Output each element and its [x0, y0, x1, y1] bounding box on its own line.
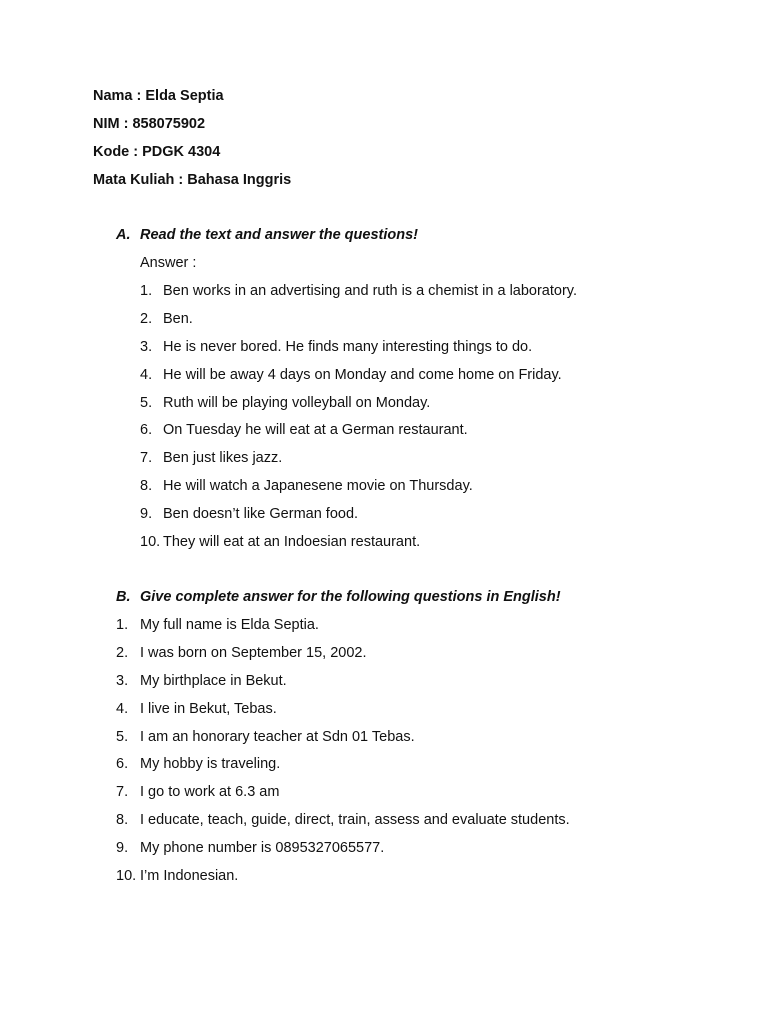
list-item [0, 504, 768, 532]
list-item-text: Ben doesn’t like German food. [163, 506, 359, 523]
list-item-text: My hobby is traveling. [140, 756, 281, 773]
list-item-number: 6. [116, 756, 129, 773]
list-item-number: 4. [140, 366, 153, 383]
list-item [0, 281, 768, 309]
list-item [0, 309, 768, 337]
list-item [0, 420, 768, 448]
list-item-text: My full name is Elda Septia. [140, 617, 319, 633]
list-item-text: He is never bored. He finds many interesting things to do. [163, 338, 533, 355]
list-item [0, 699, 768, 727]
list-item-number: 10. [140, 534, 161, 551]
list-item-text: Ben works in an advertising and ruth is a chemist in a laboratory. [163, 283, 577, 299]
section-a-letter: A. [116, 227, 131, 243]
list-item-number: 1. [140, 283, 153, 299]
list-item-number: 9. [116, 840, 129, 857]
course-name: Mata Kuliah : Bahasa Inggris [93, 172, 292, 188]
list-item-number: 9. [140, 506, 153, 523]
list-item-number: 8. [116, 812, 129, 829]
list-item-number: 3. [140, 338, 153, 355]
list-item [0, 810, 768, 838]
section-b-heading [0, 587, 768, 615]
list-item-number: 2. [116, 644, 129, 661]
list-item-text: Ben. [163, 310, 193, 327]
list-item [0, 476, 768, 504]
list-item-text: I am an honorary teacher at Sdn 01 Tebas. [140, 728, 415, 745]
list-item [0, 615, 768, 643]
list-item [0, 782, 768, 810]
list-item-text: On Tuesday he will eat at a German restaurant. [163, 422, 468, 439]
section-b-letter: B. [116, 589, 131, 605]
list-item [0, 532, 768, 560]
list-item-text: My birthplace in Bekut. [140, 672, 287, 689]
list-item-text: I was born on September 15, 2002. [140, 644, 367, 661]
list-item [0, 754, 768, 782]
list-item-text: Ben just likes jazz. [163, 450, 283, 467]
list-item [0, 365, 768, 393]
list-item [0, 337, 768, 365]
section-a [0, 225, 768, 560]
section-a-list [0, 281, 768, 560]
list-item-text: I educate, teach, guide, direct, train, assess and evaluate students. [140, 812, 570, 829]
section-b-title: Give complete answer for the following questions in English! [140, 589, 561, 605]
section-b-list [0, 615, 768, 894]
section-b [0, 587, 768, 894]
list-item [0, 393, 768, 421]
list-item-text: He will watch a Japanesene movie on Thursday. [163, 478, 473, 495]
list-item-number: 4. [116, 700, 129, 717]
list-item-text: My phone number is 0895327065577. [140, 840, 385, 857]
list-item [0, 643, 768, 671]
list-item-text: I live in Bekut, Tebas. [140, 700, 277, 717]
list-item-text: I’m Indonesian. [140, 868, 239, 885]
answer-label: Answer : [140, 255, 197, 271]
list-item-number: 2. [140, 310, 153, 327]
list-item-text: He will be away 4 days on Monday and come home on Friday. [163, 366, 562, 383]
course-code: Kode : PDGK 4304 [93, 144, 221, 160]
list-item-text: Ruth will be playing volleyball on Monday. [163, 394, 431, 411]
list-item-number: 6. [140, 422, 153, 439]
list-item-text: I go to work at 6.3 am [140, 784, 280, 801]
student-info [93, 86, 291, 198]
list-item [0, 448, 768, 476]
list-item-number: 3. [116, 672, 129, 689]
list-item-number: 1. [116, 617, 129, 633]
list-item [0, 866, 768, 894]
list-item [0, 671, 768, 699]
list-item-number: 7. [140, 450, 153, 467]
list-item-number: 10. [116, 868, 137, 885]
list-item [0, 727, 768, 755]
list-item-text: They will eat at an Indoesian restaurant. [163, 534, 421, 551]
list-item-number: 5. [116, 728, 129, 745]
list-item-number: 5. [140, 394, 153, 411]
student-name: Nama : Elda Septia [93, 88, 224, 104]
list-item-number: 8. [140, 478, 153, 495]
list-item [0, 838, 768, 866]
section-a-title: Read the text and answer the questions! [140, 227, 418, 243]
list-item-number: 7. [116, 784, 129, 801]
student-nim: NIM : 858075902 [93, 116, 206, 132]
section-a-heading [0, 225, 768, 253]
